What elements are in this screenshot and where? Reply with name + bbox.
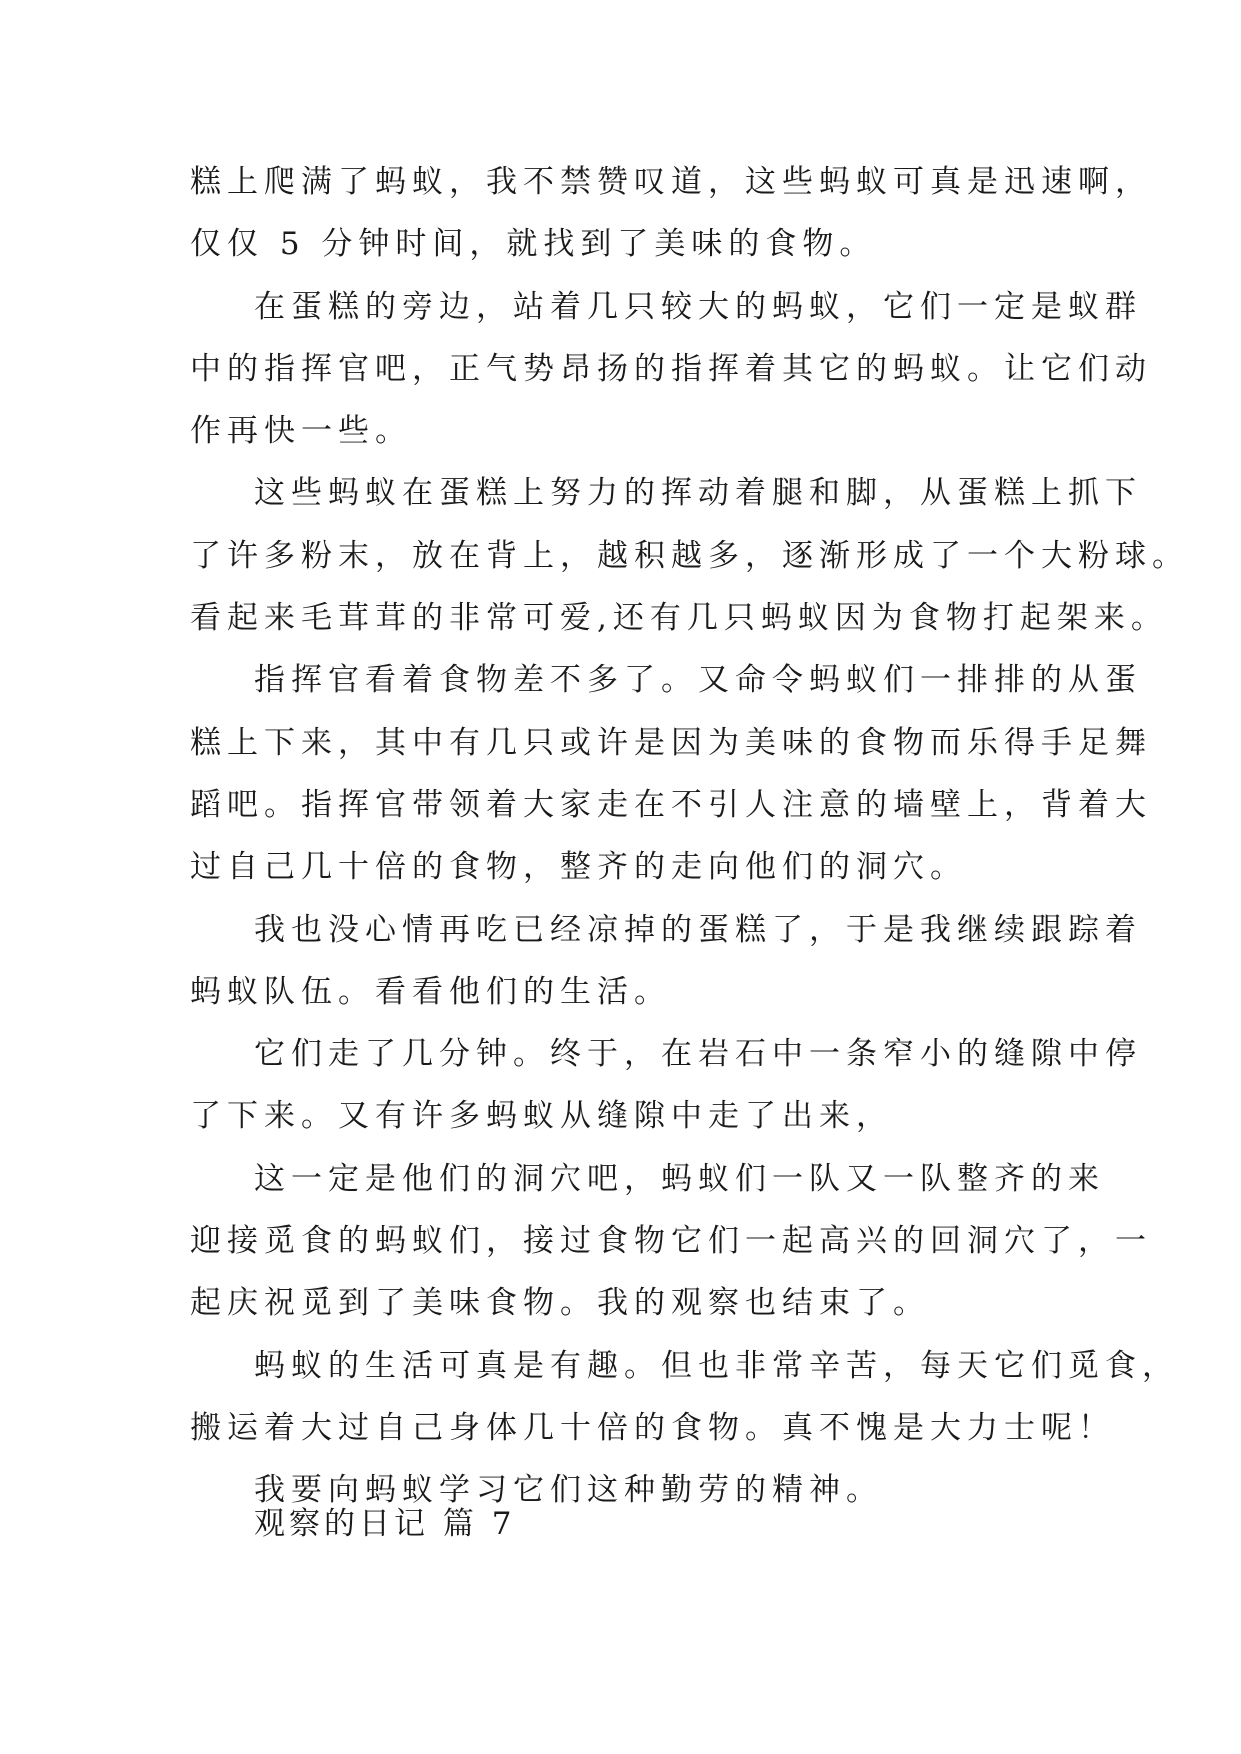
text-line: 仅仅 5 分钟时间，就找到了美味的食物。 [190, 226, 877, 263]
text-line: 这一定是他们的洞穴吧，蚂蚁们一队又一队整齐的来 [254, 1160, 1105, 1197]
text-line: 蚂蚁队伍。看看他们的生活。 [190, 973, 671, 1010]
text-line: 过自己几十倍的食物，整齐的走向他们的洞穴。 [190, 849, 967, 886]
text-line: 起庆祝觅到了美味食物。我的观察也结束了。 [190, 1285, 930, 1322]
text-line: 在蛋糕的旁边，站着几只较大的蚂蚁，它们一定是蚁群 [254, 288, 1142, 325]
text-line: 它们走了几分钟。终于，在岩石中一条窄小的缝隙中停 [254, 1036, 1142, 1073]
text-line: 了下来。又有许多蚂蚁从缝隙中走了出来， [190, 1098, 893, 1135]
text-line: 糕上爬满了蚂蚁，我不禁赞叹道，这些蚂蚁可真是迅速啊， [190, 164, 1152, 200]
text-line: 我也没心情再吃已经凉掉的蛋糕了，于是我继续跟踪着 [254, 911, 1142, 948]
text-line: 看起来毛茸茸的非常可爱,还有几只蚂蚁因为食物打起架来。 [190, 600, 1168, 637]
body-text [190, 162, 1189, 1533]
text-line: 了许多粉末，放在背上，越积越多，逐渐形成了一个大粉球。 [190, 537, 1189, 574]
text-line: 蹈吧。指挥官带领着大家走在不引人注意的墙壁上，背着大 [190, 786, 1152, 823]
text-line: 这些蚂蚁在蛋糕上努力的挥动着腿和脚，从蛋糕上抓下 [254, 475, 1142, 512]
text-line: 蚂蚁的生活可真是有趣。但也非常辛苦，每天它们觅食， [254, 1347, 1179, 1384]
text-line: 指挥官看着食物差不多了。又命令蚂蚁们一排排的从蛋 [254, 662, 1142, 699]
text-line: 糕上下来，其中有几只或许是因为美味的食物而乐得手足舞 [190, 724, 1152, 761]
text-line: 我要向蚂蚁学习它们这种勤劳的精神。 [254, 1472, 883, 1509]
text-line: 搬运着大过自己身体几十倍的食物。真不愧是大力士呢！ [190, 1409, 1115, 1446]
text-line: 迎接觅食的蚂蚁们，接过食物它们一起高兴的回洞穴了，一 [190, 1223, 1152, 1260]
text-line: 中的指挥官吧，正气势昂扬的指挥着其它的蚂蚁。让它们动 [190, 350, 1152, 387]
section-heading: 观察的日记 篇 7 [254, 1506, 516, 1542]
text-line: 作再快一些。 [190, 413, 412, 450]
